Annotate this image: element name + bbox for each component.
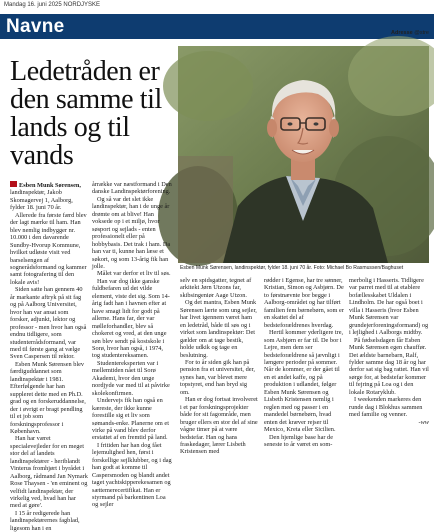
article-paragraph: selv en spidsgatter, tegnet af arkitekt Jørn Utzons far, skibsingeniør Aage Utzon. (180, 277, 252, 299)
caption-credit: Foto: Michael Bo Rasmussen/Baghuset (313, 265, 404, 271)
article-column-1 (10, 181, 88, 532)
article-column-5 (349, 277, 429, 522)
lead-text: landinspektør, Jakob Skomagervej 1, Aalborg, fylder 18. juni 70 år. (10, 189, 73, 212)
article-paragraph: Den hjemlige base har de seneste to år været en som- (264, 433, 333, 448)
article-paragraph: rødder i Egense, har tre sønner, Kristian, Simon og Asbjørn. De to førstnævnte bor begge i Aalborg-området og har tilført familien fem børnebørn, som er en skattet del af bedsteforældrenes hverdag. (264, 277, 344, 329)
article-paragraph: I fritiden har han dog fået lejemulighed hen, først i forskellige sejlklubber, og i dag han godt at komme til Caspersmoden og blandt andet taget yachtskipperekesamen og sættemerecertifikat. Han er styrmand på barkentinen Loa og sejler (92, 441, 172, 509)
address-value: @stre (414, 30, 429, 36)
article-paragraph: Han var dog ikke ganske fuldbefaren ud det vilde element, viste det sig. Som 14-årig fadt han i havnen efter at have smagt lidt for godt på allerne. Hans far, der var mølleforhandler, blev så chokeret og vred, at den unge søn blev sendt på kostskole i Sorø, hvor han også, i 1974, tog studentereksamen. (92, 277, 170, 360)
article-column-3 (180, 277, 258, 522)
article-headline: Ledetråden er den samme til lands og til vands (10, 56, 162, 171)
page-header-line: Mandag 16. juni 2025 NORDJYSKE (4, 2, 101, 8)
article-paragraph: Undervejs fik han også en kæreste, der ikke kunne forestille sig et liv som sømands-enke. Planerne om et virke på vand blev derfor erstattet af en fremtid på land. (92, 397, 169, 442)
portrait-photo (178, 46, 429, 263)
article-paragraph: I 15 år redigerede han landinspektørernes fagblad, ligesom han i en (10, 509, 80, 532)
article-paragraph: Allerede fra første færd blev der lagt mærke til ham. Han blev nemlig indbygger nr. 10.000 i den davarende Sundby-Hvorup Kommune, hvilket udløste visit ved barselsengen af sognerådsformand og kammer samt fotografering til den lokale avis! (10, 211, 87, 286)
article-paragraph: Hertil kommer yderligere tre, som Asbjørn er far til. De bor i Lejre, men dem ser bedsteforældrene så jævnligt i længere perioder på sommer. Når de kommer, er der gået til en et andet kaffe, og på produktion i udlandet, følger Esben Munk Sørensen og Lisbeth Kristensen nemlig i reglen med og passer i en mandedel børnebørn, hvad enten det kræver rejser til Mexico, Kreta eller Sicilien. (264, 329, 344, 434)
article-paragraph: Og så var det slet ikke landinspektør, han i de unge år drømte om at blive! Han voksede op i et miljø, hvor søsport og sejlads - enten professionelt eller på hobbybasis. Det trak i ham. Da han var ti, kunne han læse et søkort, og som 13-årig fik han jolle. (92, 195, 171, 270)
address-line (391, 30, 429, 36)
portrait-illustration (178, 46, 429, 263)
article-paragraph: Esben Munk Sørensen blev færdiguddannet som landinspektør i 1981. Efterfølgende har han suppleret dette med en Ph.D. grad og en forskeruddannelse, der i øvrigt er bragt pendling til et job som forskningsprofessor i København. (10, 360, 86, 435)
photo-caption (180, 264, 432, 274)
caption-text: Esben Munk Sørensen, landinspektør, fylder 18. juni 70 år. (180, 265, 313, 271)
article-paragraph: Målet var derfor et liv til søs. (97, 270, 171, 278)
article-paragraph: På fødselsdagen får Esben Munk Sørensen egen chauffør. Det ældste barnebarn, Ralf, fylder samme dag 18 år og har derfor sat sig bag rattet. Han vil sørge for, at bedstefar kommer til fejring på Loa og i den lokale Rotaryklub. (349, 336, 429, 396)
article-paragraph: merbolig i Hasseris. Tidligere var parret med til at etablere bofællesskabet Uldalen i Lindholm. De har også boet i villa i Hasseris (hvor Esben Munk Sørensen var grundejerforeningsformand) og i lejlighed i Aalborgs midtby. (349, 277, 429, 337)
address-label: Adresse (390, 30, 413, 36)
article-paragraph: I weekenden markeres den runde dag i Blokhus sammen med familie og venner. (349, 396, 423, 419)
article-paragraph: Siden satte han gennem 40 år markante aftryk på sit fag og på Aalborg Universitet, hvor han var ansat som forsker, adjunkt, lektor og professor - men hvor han også endnu tidligere, som studenterrådsformand, var med til første gang at vælge Sven Caspersen til rektor. (10, 286, 87, 361)
section-label: Navne (6, 16, 65, 37)
section-marker-icon (10, 181, 17, 187)
article-paragraph: For to år siden gik han på pension fra et universitet, der, synes han, var blevet mere topstyret, end han bryd sig om. (180, 358, 255, 396)
article-column-4 (264, 277, 344, 522)
article-paragraph: Og det mantra, Esben Munk Sørensen lærte som ung sejler, har livet igennem været ham en ledetråd, både til søs og i virket som landinspektør: Det gælder om at tage bestik, holde udkik og tage en beslutning. (180, 299, 257, 359)
article-column-2 (92, 181, 172, 521)
article-paragraph: Han er dog fortsat involveret i et par forskningsprojekter både for sit fagområde, men bruger ellers en stor del af sine vågne timer på at være bedstefar. Han og hans fraskedager, lærer Lisbeth Kristensen med (180, 396, 258, 456)
subject-name: Esben Munk Sørensen, (19, 182, 81, 189)
article-paragraph: Studentereksperten var i mellemtiden nået til Sorø Akademi, hvor den unge nordjyde var med til at påvirke skolekonfirmen. (92, 359, 170, 397)
author-signature: -ww (418, 418, 429, 426)
section-bar (0, 14, 434, 39)
article-paragraph: årrække var næstformand i Den danske Landinspektørforening. (92, 181, 172, 196)
article-lead-paragraph (10, 181, 88, 212)
article-paragraph: Han har været specialevejleder for en meget stor del af landets landinspektører - heriblandt Vinterus fromhjørt i byrådet i Aalborg, rådmand Jan Nymark Rose Thaysen - 'en eminent og velfidt landinspektør, der virkelig ved, hvad han har med at gøre'. (10, 435, 88, 510)
